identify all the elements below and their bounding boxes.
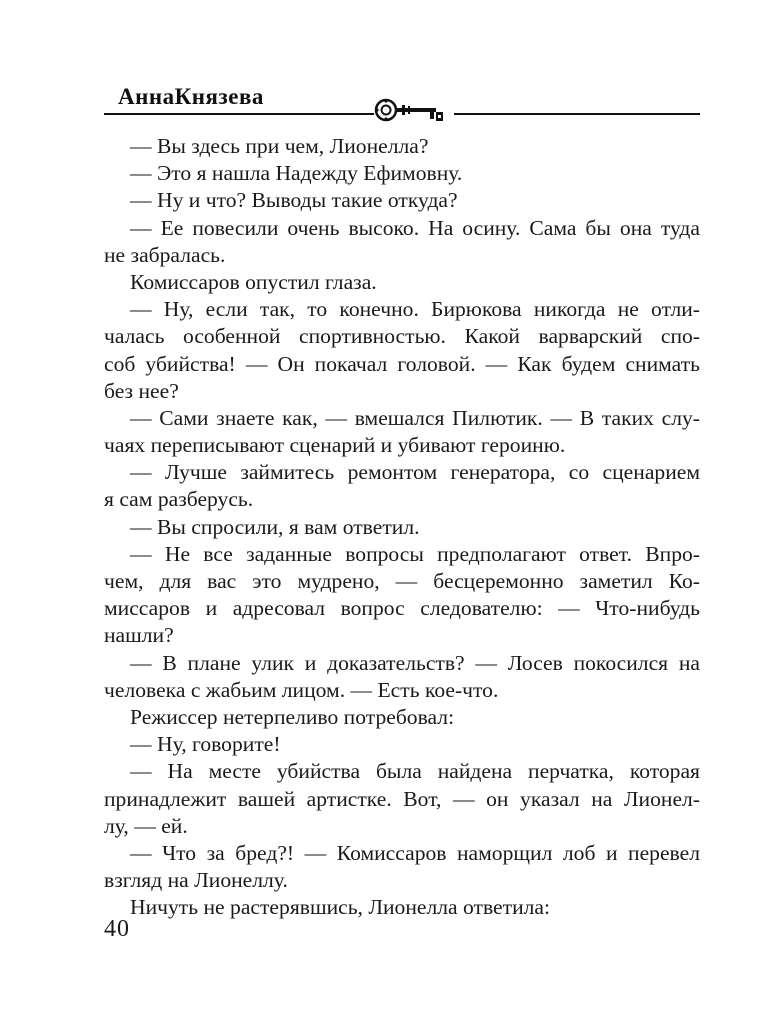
text-line: нашли? (104, 623, 174, 648)
text-line: соб убийства! — Он покачал головой. — Как будем снимать (104, 351, 700, 376)
text-line: — Ну, говорите! (130, 732, 281, 757)
text-line: — Ну, если так, то конечно. Бирюкова никогда не отли- (130, 297, 700, 322)
text-line: — Это я нашла Надежду Ефимовну. (130, 161, 463, 186)
text-line: не забралась. (104, 242, 226, 267)
body-text (104, 133, 700, 921)
text-line: — Не все заданные вопросы предполагают ответ. Впро- (130, 541, 700, 566)
text-line: — Ну и что? Выводы такие откуда? (130, 188, 458, 213)
text-line: человека с жабьим лицом. — Есть кое-что. (104, 677, 499, 702)
text-line: чалась особенной спортивностью. Какой варварский спо- (104, 324, 700, 349)
text-line: — В плане улик и доказательств? — Лосев покосился на (130, 650, 700, 675)
text-line: чем, для вас это мудрено, — бесцеремонно заметил Ко- (104, 569, 700, 593)
text-line: Режиссер нетерпеливо потребовал: (130, 704, 455, 729)
text-line: — Ее повесили очень высоко. На осину. Сама бы она туда (130, 215, 700, 240)
text-line: я сам разберусь. (104, 487, 254, 512)
text-line: Комиссаров опустил глаза. (130, 269, 377, 294)
author-name: АннаКнязева (118, 84, 264, 109)
text-line: — Лучше займитесь ремонтом генератора, со сценарием (130, 460, 700, 485)
page-number: 40 (104, 916, 130, 942)
running-header (104, 84, 700, 124)
text-line: миссаров и адресовал вопрос следователю: — Что-нибудь (104, 596, 700, 621)
text-line: — Вы здесь при чем, Лионелла? (130, 134, 429, 158)
text-line: — На месте убийства была найдена перчатка, которая (130, 759, 700, 784)
text-line: — Вы спросили, я вам ответил. (130, 514, 420, 539)
text-line: — Сами знаете как, — вмешался Пилютик. — В таких слу- (130, 405, 700, 430)
text-line: взгляд на Лионеллу. (104, 868, 288, 893)
text-line: — Что за бред?! — Комиссаров наморщил лоб и перевел (130, 840, 700, 865)
text-line: чаях переписывают сценарий и убивают героиню. (104, 433, 566, 458)
text-line: принадлежит вашей артистке. Вот, — он указал на Лионел- (104, 786, 700, 811)
text-line: лу, — ей. (104, 813, 188, 838)
text-line: Ничуть не растерявшись, Лионелла ответила: (130, 895, 550, 920)
text-line: без нее? (104, 378, 179, 403)
key-icon (374, 98, 454, 122)
